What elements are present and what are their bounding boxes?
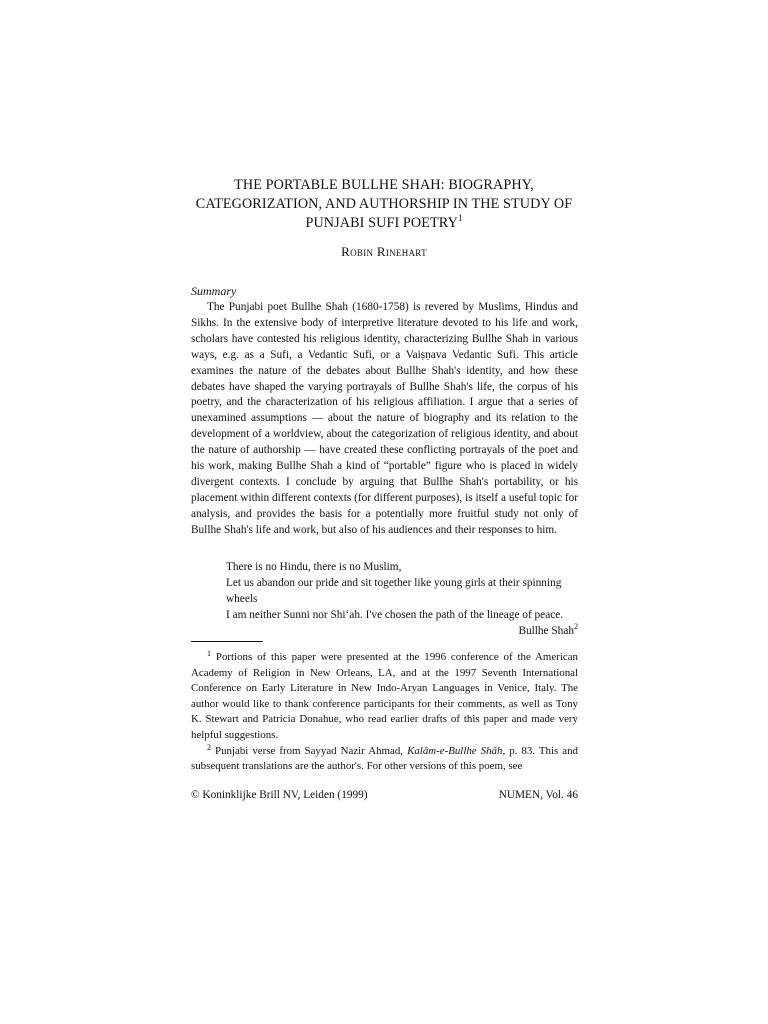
footnote-2-cited-title: Kalām-e-Bullhe Shāh [407,744,503,757]
footnote-1-text: Portions of this paper were presented at the 1996 conference of the American Academy of Religion in New Orleans, LA, and at the 1997 Seventh International Conference on Early Literature in New Indo-Aryan Languages in Venice, Italy. The author would like to thank conference participants for their comments, as well as Tony K. Stewart and Patricia Donahue, who read earlier drafts of this paper and made very helpful suggestions. [191,651,578,741]
summary-body [191,300,578,539]
title-line-3: PUNJABI SUFI POETRY [305,215,458,231]
footnote-2-number: 2 [207,742,211,752]
footnote-2-text-end: , p. 83. This and subsequent translations are the author's. For other versions of this poem, see [191,744,578,773]
epigraph-line-1: There is no Hindu, there is no Muslim, [226,561,402,573]
summary-heading: Summary [191,284,237,298]
title-line-1: THE PORTABLE BULLHE SHAH: BIOGRAPHY, [234,177,534,193]
title-footnote-ref: 1 [457,213,463,223]
footnote-2-text-start: Punjabi verse from Sayyad Nazir Ahmad, [215,744,408,757]
epigraph-footnote-ref: 2 [574,622,578,631]
footnotes [191,650,578,775]
footnote-1-number: 1 [207,649,211,658]
footnote-2 [191,744,578,775]
article-title [150,176,618,233]
title-line-2: CATEGORIZATION, AND AUTHORSHIP IN THE STUDY OF [195,196,573,212]
author-name: Robin Rinehart [341,244,427,259]
epigraph-line-3: I am neither Sunni nor Shi‘ah. I've chosen the path of the lineage of peace. [226,609,564,621]
summary-paragraph: The Punjabi poet Bullhe Shah (1680-1758) is revered by Muslims, Hindus and Sikhs. In the extensive body of interpretive literature devoted to his life and work, scholars have contested his religious identity, characterizing Bullhe Shah in various ways, e.g. as a Sufi, a Vedantic Sufi, or a Vaiṣṇava Vedantic Sufi. This article examines the nature of the debates about Bullhe Shah's identity, and how these debates have shaped the varying portrayals of Bullhe Shah's life, the corpus of his poetry, and the characterization of his religious affiliation. I argue that a series of unexamined assumptions — about the nature of biography and its relation to the development of a worldview, about the categorization of religious identity, and about the nature of authorship — have created these conflicting portrayals of the poet and his work, making Bullhe Shah a kind of “portable” figure who is placed in widely divergent contexts. I conclude by arguing that Bullhe Shah's portability, or his placement within different contexts (for different purposes), is itself a useful topic for analysis, and provides the basis for a potentially more fruitful study not only of Bullhe Shah's life and work, but also of his audiences and their responses to him. [191,301,578,536]
footnote-divider [191,641,263,642]
page-footer [191,788,578,802]
epigraph-line-2: Let us abandon our pride and sit together like young girls at their spinning wheels [226,577,562,605]
epigraph [226,559,578,639]
journal-volume: NUMEN, Vol. 46 [498,789,578,801]
epigraph-author: Bullhe Shah [518,625,574,637]
publisher-copyright: © Koninklijke Brill NV, Leiden (1999) [191,789,368,801]
footnote-1 [191,650,578,744]
epigraph-attribution [226,623,578,639]
